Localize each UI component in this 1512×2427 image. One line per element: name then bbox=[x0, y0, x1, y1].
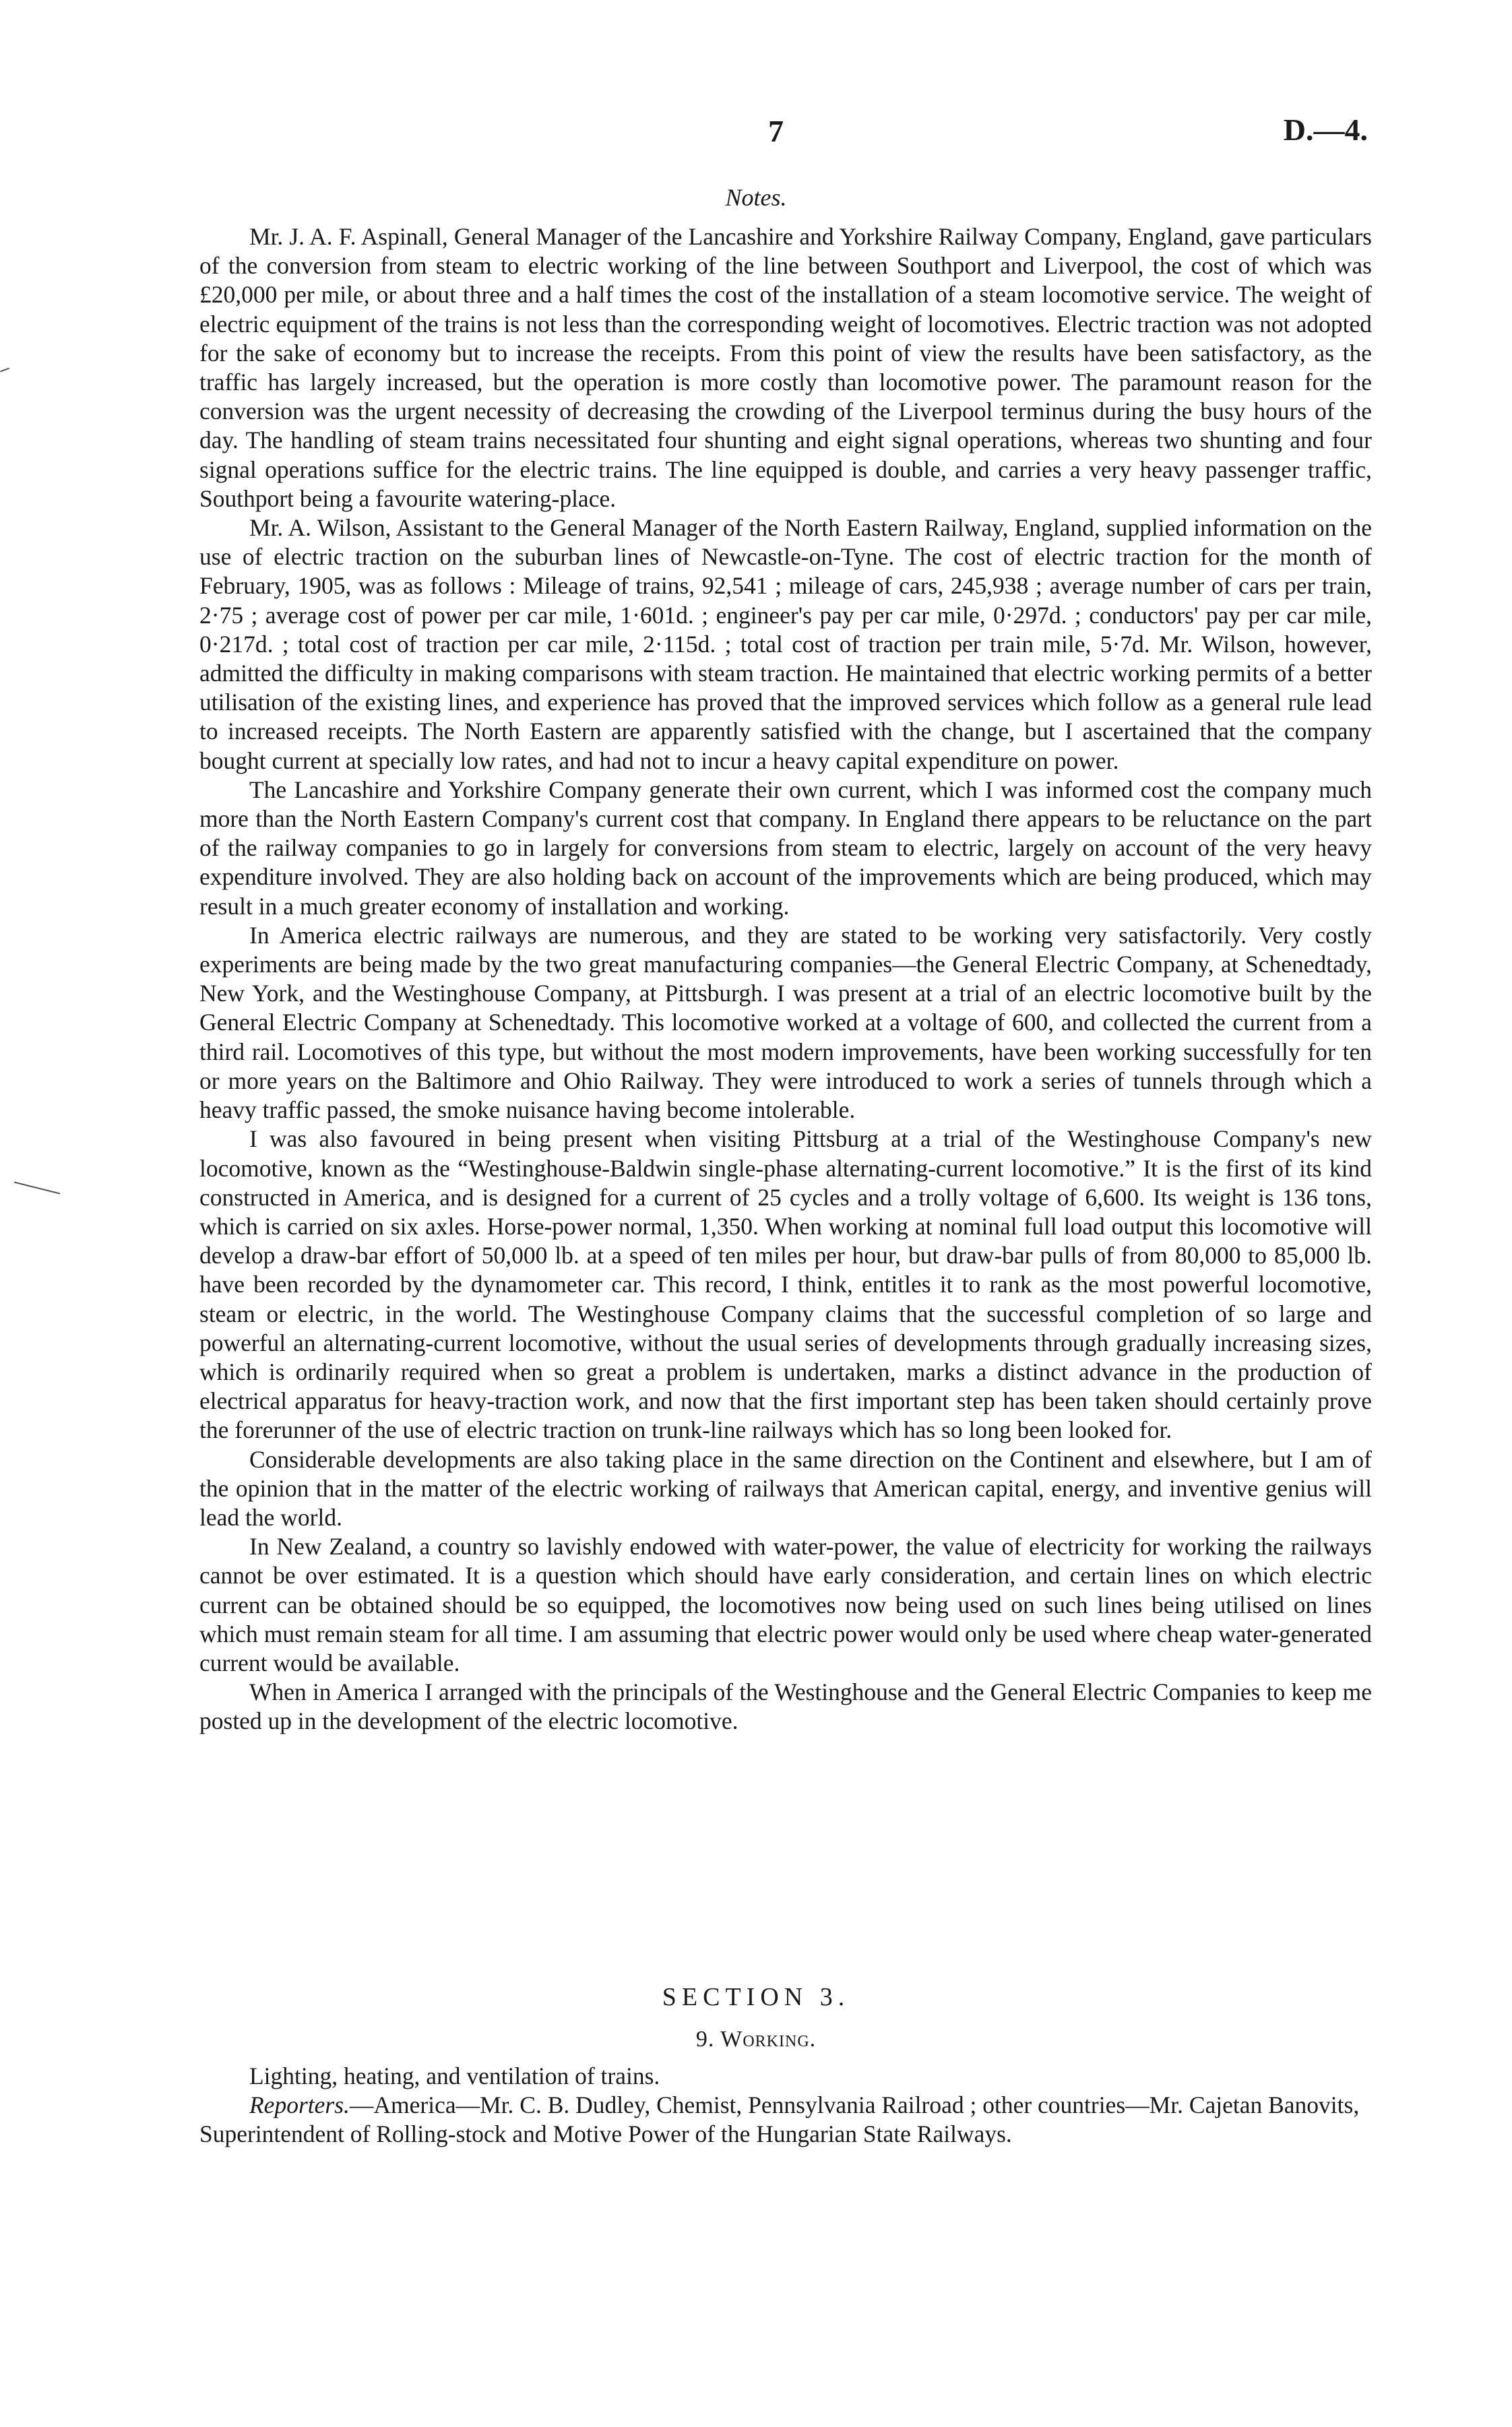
paragraph-wilson: Mr. A. Wilson, Assistant to the General Manager of the North Eastern Railway, England, supplied information on the use of electric traction on the suburban lines of Newcastle-on-Tyne. The cost of electric traction for the month of February, 1905, was as follows : Mileage of trains, 92,541 ; mileage of cars, 245,938 ; average number of cars per train, 2·75 ; average cost of power per car mile, 1·601d. ; engineer's pay per car mile, 0·297d. ; conductors' pay per car mile, 0·217d. ; total cost of traction per car mile, 2·115d. ; total cost of traction per train mile, 5·7d. Mr. Wilson, however, admitted the difficulty in making comparisons with steam traction. He maintained that electric working permits of a better utilisation of the existing lines, and experience has proved that the improved services which follow as a general rule lead to increased receipts. The North Eastern are apparently satisfied with the change, but I ascertained that the company bought current at specially low rates, and had not to incur a heavy capital expenditure on power. bbox=[199, 514, 1372, 774]
reporters-text: —America—Mr. C. B. Dudley, Chemist, Pennsylvania Railroad ; other countries—Mr. Cajetan Banovits, Superintendent of Rolling-stock and Motive Power of the Hungarian State Railways. bbox=[199, 2091, 1360, 2148]
notes-title: Notes. bbox=[725, 184, 787, 211]
reporters-label: Reporters. bbox=[249, 2091, 350, 2119]
section-heading: SECTION 3. bbox=[662, 1983, 850, 2011]
document-reference: D.—4. bbox=[1283, 113, 1368, 147]
paragraph-lancashire: The Lancashire and Yorkshire Company generate their own current, which I was informed cost the company much more than the North Eastern Company's current cost that company. In England there appears to be reluctance on the part of the railway companies to go in largely for conversions from steam to electric, largely on account of the very heavy expenditure involved. They are also holding back on account of the improvements which are being produced, which may result in a much greater economy of installation and working. bbox=[199, 776, 1372, 920]
subsection-heading: 9. Working. bbox=[695, 2027, 817, 2052]
reporters-line bbox=[199, 2091, 1372, 2149]
section-topic: Lighting, heating, and ventilation of trains. bbox=[249, 2062, 660, 2089]
margin-mark bbox=[14, 1182, 60, 1195]
page-number: 7 bbox=[768, 114, 784, 148]
paragraph-aspinall: Mr. J. A. F. Aspinall, General Manager of the Lancashire and Yorkshire Railway Company, England, gave particulars of the conversion from steam to electric working of the line between Southport and Liverpool, the cost of which was £20,000 per mile, or about three and a half times the cost of the installation of a steam locomotive service. The weight of electric equipment of the trains is not less than the corresponding weight of locomotives. Electric traction was not adopted for the sake of economy but to increase the receipts. From this point of view the results have been satisfactory, as the traffic has largely increased, but the operation is more costly than locomotive power. The paramount reason for the conversion was the urgent necessity of decreasing the crowding of the Liverpool terminus during the busy hours of the day. The handling of steam trains necessitated four shunting and eight signal operations, whereas two shunting and four signal operations suffice for the electric trains. The line equipped is double, and carries a very heavy passenger traffic, Southport being a favourite watering-place. bbox=[199, 223, 1372, 512]
notes-body bbox=[199, 222, 1372, 1736]
paragraph-westinghouse: I was also favoured in being present when visiting Pittsburg at a trial of the Westinghouse Company's new locomotive, known as the “Westinghouse-Baldwin single-phase alternating-current locomotive.” It is the first of its kind constructed in America, and is designed for a current of 25 cycles and a trolly voltage of 6,600. Its weight is 136 tons, which is carried on six axles. Horse-power normal, 1,350. When working at nominal full load output this locomotive will develop a draw-bar effort of 50,000 lb. at a speed of ten miles per hour, but draw-bar pulls of from 80,000 to 85,000 lb. have been recorded by the dynamometer car. This record, I think, entitles it to rank as the most powerful locomotive, steam or electric, in the world. The Westinghouse Company claims that the successful completion of so large and powerful an alternating-current locomotive, without the usual series of developments through gradually increasing sizes, which is ordinarily required when so great a problem is undertaken, marks a distinct advance in the production of electrical apparatus for heavy-traction work, and now that the first important step has been taken should certainly prove the forerunner of the use of electric traction on trunk-line railways which has so long been looked for. bbox=[199, 1125, 1372, 1444]
paragraph-arrangement: When in America I arranged with the principals of the Westinghouse and the General Electric Companies to keep me posted up in the development of the electric locomotive. bbox=[199, 1678, 1372, 1735]
paragraph-new-zealand: In New Zealand, a country so lavishly endowed with water-power, the value of electricity for working the railways cannot be over estimated. It is a question which should have early consideration, and certain lines on which electric current can be obtained should be so equipped, the locomotives now being used on such lines being utilised on lines which must remain steam for all time. I am assuming that electric power would only be used where cheap water-generated current would be available. bbox=[199, 1533, 1372, 1676]
margin-mark bbox=[0, 368, 9, 373]
section-body bbox=[199, 2062, 1372, 2149]
paragraph-america: In America electric railways are numerous, and they are stated to be working very satisfactorily. Very costly experiments are being made by the two great manufacturing companies—the General Electric Company, at Schenedtady, New York, and the Westinghouse Company, at Pittsburgh. I was present at a trial of an electric locomotive built by the General Electric Company at Schenedtady. This locomotive worked at a voltage of 600, and collected the current from a third rail. Locomotives of this type, but without the most modern improvements, have been working successfully for ten or more years on the Baltimore and Ohio Railway. They were introduced to work a series of tunnels through which a heavy traffic passed, the smoke nuisance having become intolerable. bbox=[199, 921, 1372, 1124]
paragraph-continent: Considerable developments are also taking place in the same direction on the Continent and elsewhere, but I am of the opinion that in the matter of the electric working of railways that American capital, energy, and inventive genius will lead the world. bbox=[199, 1445, 1372, 1531]
